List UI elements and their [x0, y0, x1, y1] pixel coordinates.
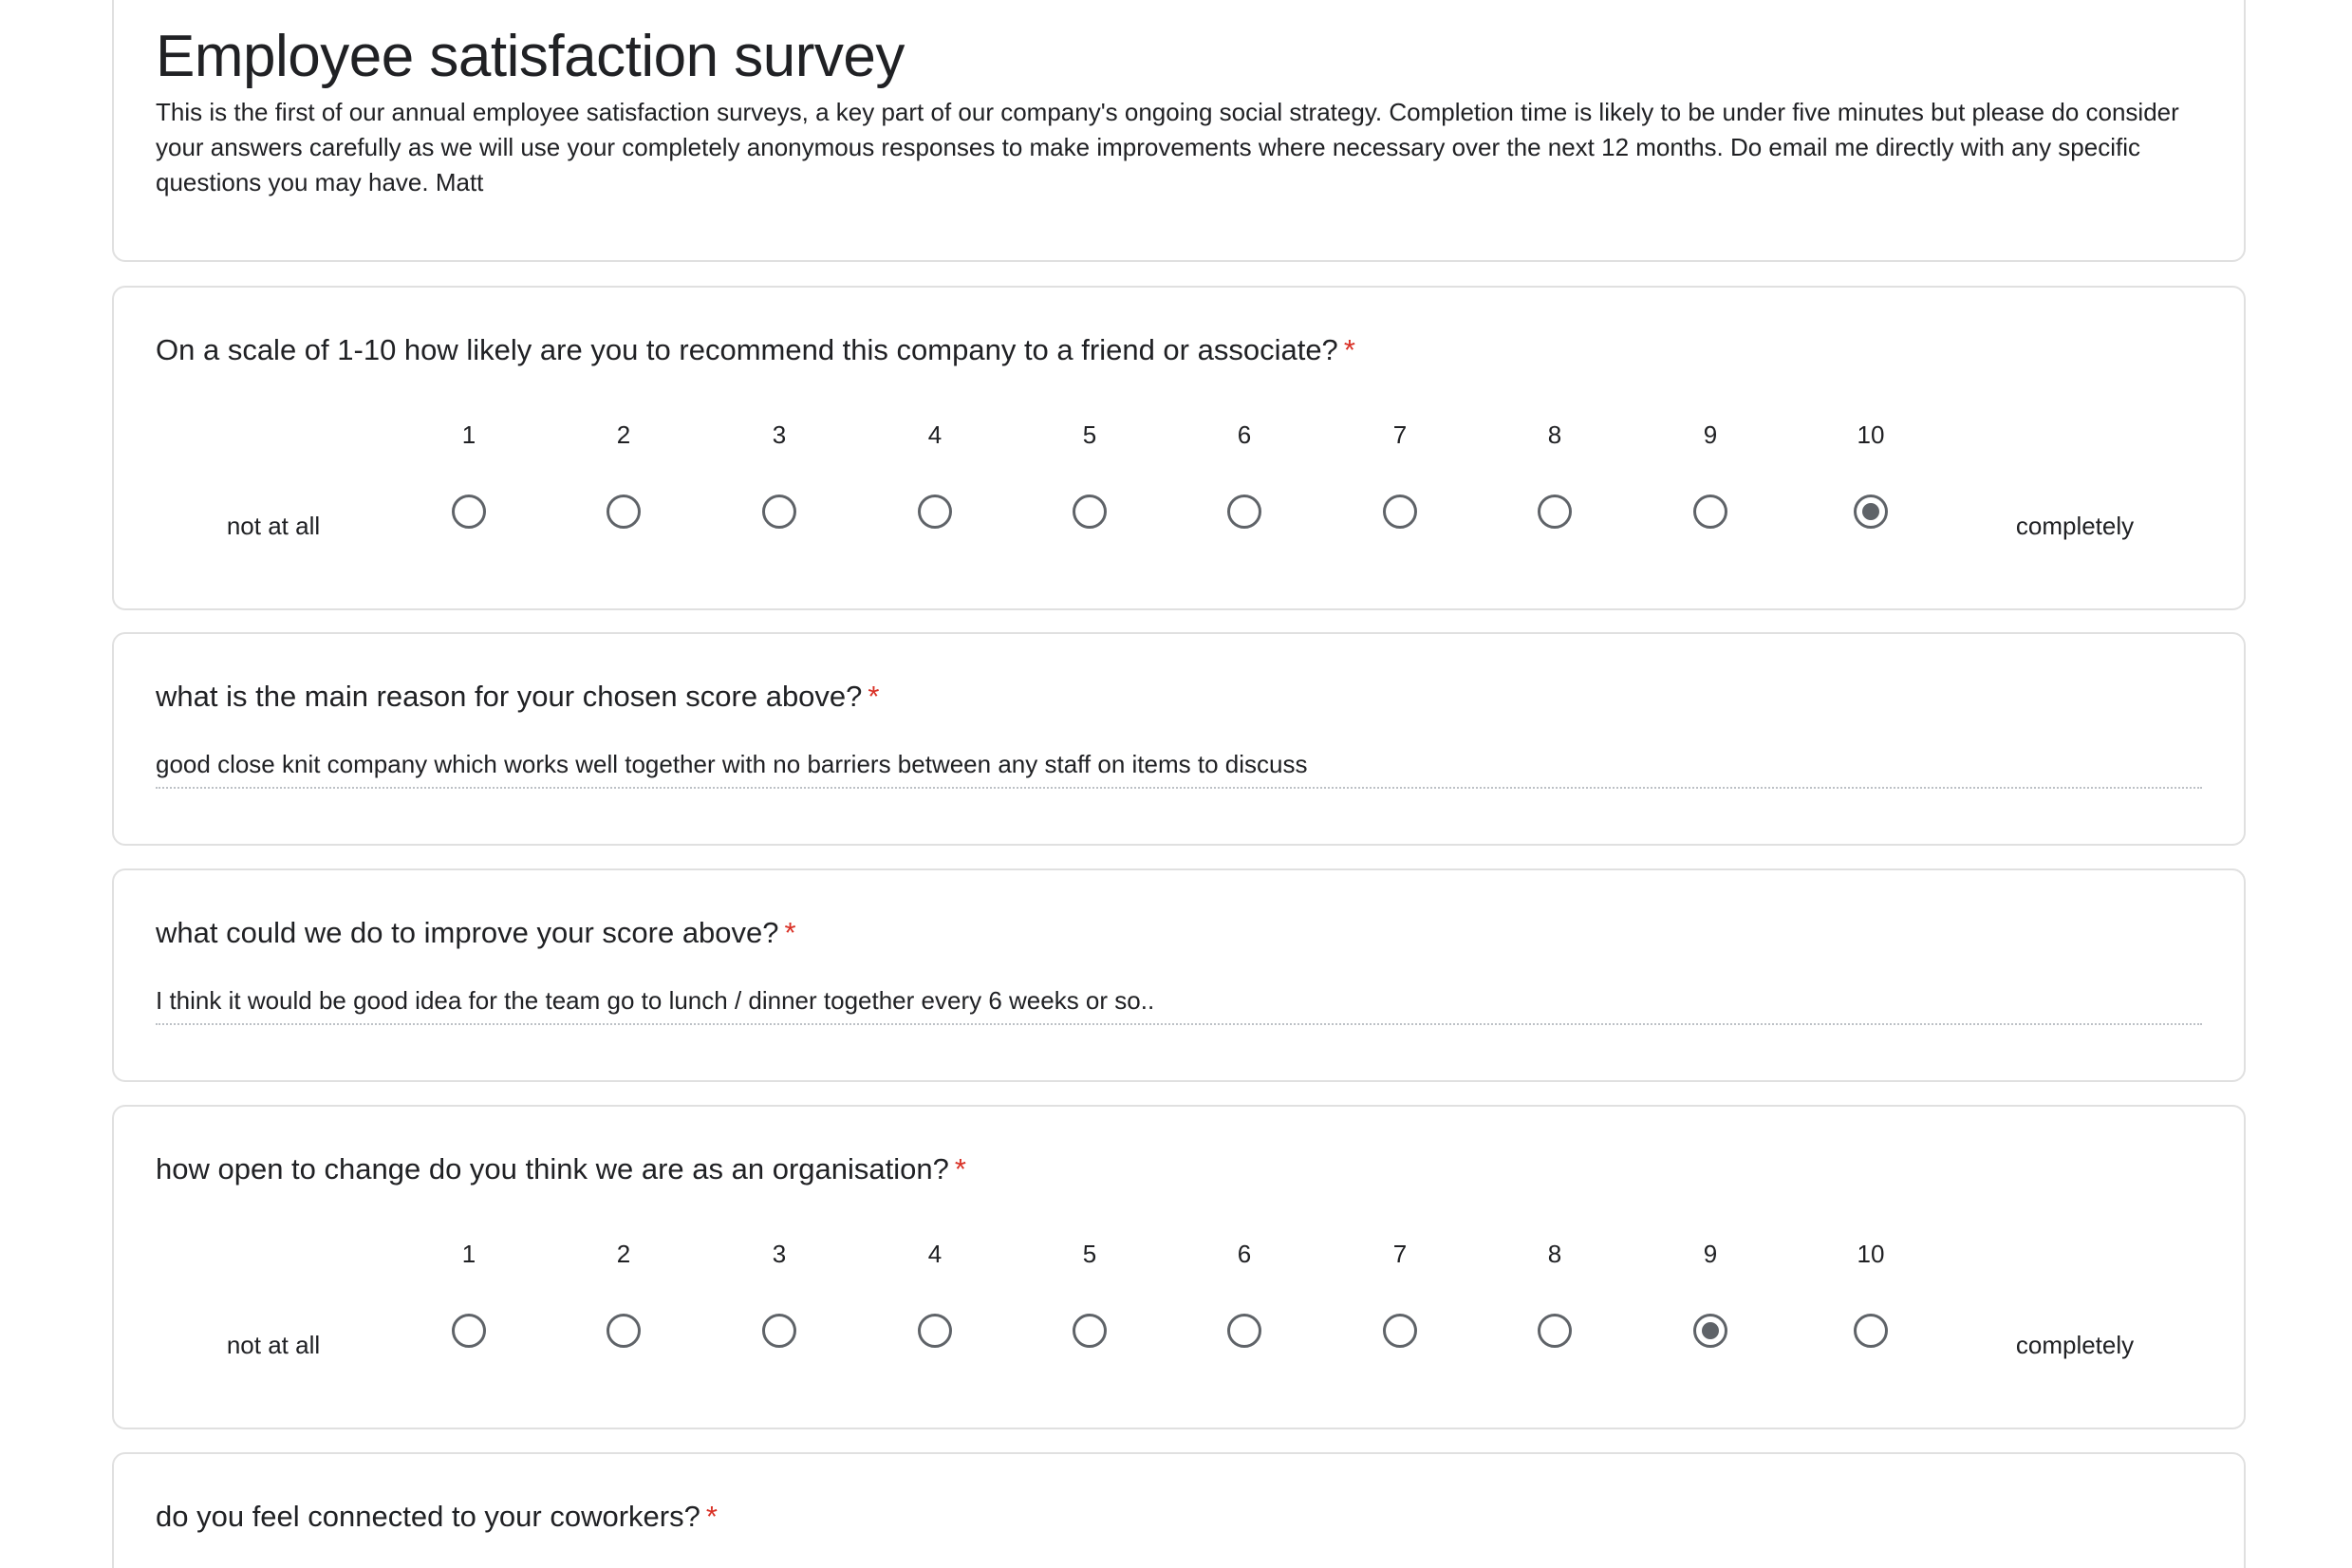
short-answer-field[interactable]: I think it would be good idea for the team go to lunch / dinner together every 6 weeks or so..	[156, 986, 2202, 1025]
scale-radio-3[interactable]	[762, 495, 796, 529]
scale-radio-10[interactable]	[1854, 495, 1888, 529]
question-card-connected-coworkers	[112, 1452, 2246, 1568]
scale-number-4: 4	[927, 1240, 943, 1268]
scale-radio-6[interactable]	[1227, 495, 1261, 529]
scale-radio-8[interactable]	[1538, 495, 1572, 529]
scale-radio-2[interactable]	[607, 1314, 641, 1348]
question-title-text: how open to change do you think we are as an organisation?	[156, 1152, 949, 1185]
question-title	[156, 916, 796, 950]
scale-number-8: 8	[1547, 1240, 1562, 1268]
scale-number-5: 5	[1082, 1240, 1097, 1268]
form-description: This is the first of our annual employee satisfaction surveys, a key part of our company's ongoing social strategy. Completion time is likely to be under five minutes but please do consider your answers carefully as we will use your completely anonymous responses to make improvements where necessary over the next 12 months. Do email me directly with any specific questions you may have. Matt	[156, 98, 2179, 196]
question-card-main-reason	[112, 632, 2246, 846]
scale-number-10: 10	[1857, 420, 1885, 449]
required-marker: *	[705, 1500, 718, 1533]
question-title-text: do you feel connected to your coworkers?	[156, 1500, 700, 1533]
question-title	[156, 1500, 718, 1534]
required-marker: *	[868, 680, 880, 713]
scale-number-7: 7	[1392, 1240, 1408, 1268]
scale-number-6: 6	[1237, 1240, 1252, 1268]
scale-number-3: 3	[772, 1240, 787, 1268]
scale-radio-1[interactable]	[452, 495, 486, 529]
scale-radio-9[interactable]	[1693, 495, 1727, 529]
scale-radio-9[interactable]	[1693, 1314, 1727, 1348]
scale-number-2: 2	[616, 1240, 631, 1268]
question-title	[156, 1152, 966, 1186]
required-marker: *	[1343, 333, 1355, 366]
question-title-text: what is the main reason for your chosen score above?	[156, 680, 863, 713]
required-marker: *	[784, 916, 796, 949]
required-marker: *	[954, 1152, 966, 1185]
scale-number-1: 1	[461, 1240, 476, 1268]
question-card-open-to-change	[112, 1105, 2246, 1429]
scale-low-label: not at all	[226, 512, 321, 540]
scale-number-8: 8	[1547, 420, 1562, 449]
scale-radio-7[interactable]	[1383, 495, 1417, 529]
scale-radio-5[interactable]	[1073, 1314, 1107, 1348]
scale-number-9: 9	[1703, 1240, 1718, 1268]
question-title	[156, 680, 880, 714]
scale-radio-1[interactable]	[452, 1314, 486, 1348]
question-title-text: what could we do to improve your score above?	[156, 916, 779, 949]
scale-number-3: 3	[772, 420, 787, 449]
form-header-card	[112, 0, 2246, 262]
scale-high-label: completely	[2015, 512, 2135, 540]
scale-radio-8[interactable]	[1538, 1314, 1572, 1348]
scale-number-1: 1	[461, 420, 476, 449]
scale-number-5: 5	[1082, 420, 1097, 449]
scale-radio-7[interactable]	[1383, 1314, 1417, 1348]
scale-radio-5[interactable]	[1073, 495, 1107, 529]
scale-high-label: completely	[2015, 1331, 2135, 1359]
scale-number-10: 10	[1857, 1240, 1885, 1268]
scale-number-2: 2	[616, 420, 631, 449]
question-title-text: On a scale of 1-10 how likely are you to recommend this company to a friend or associate?	[156, 333, 1338, 366]
scale-number-9: 9	[1703, 420, 1718, 449]
question-card-recommend	[112, 286, 2246, 610]
question-title	[156, 333, 1355, 367]
form-title: Employee satisfaction survey	[156, 24, 905, 89]
scale-radio-10[interactable]	[1854, 1314, 1888, 1348]
scale-radio-2[interactable]	[607, 495, 641, 529]
scale-radio-4[interactable]	[918, 1314, 952, 1348]
scale-number-4: 4	[927, 420, 943, 449]
scale-radio-4[interactable]	[918, 495, 952, 529]
short-answer-field[interactable]: good close knit company which works well together with no barriers between any staff on items to discuss	[156, 750, 2202, 789]
scale-low-label: not at all	[226, 1331, 321, 1359]
scale-number-7: 7	[1392, 420, 1408, 449]
question-card-improve-score	[112, 868, 2246, 1082]
scale-radio-6[interactable]	[1227, 1314, 1261, 1348]
scale-number-6: 6	[1237, 420, 1252, 449]
scale-radio-3[interactable]	[762, 1314, 796, 1348]
